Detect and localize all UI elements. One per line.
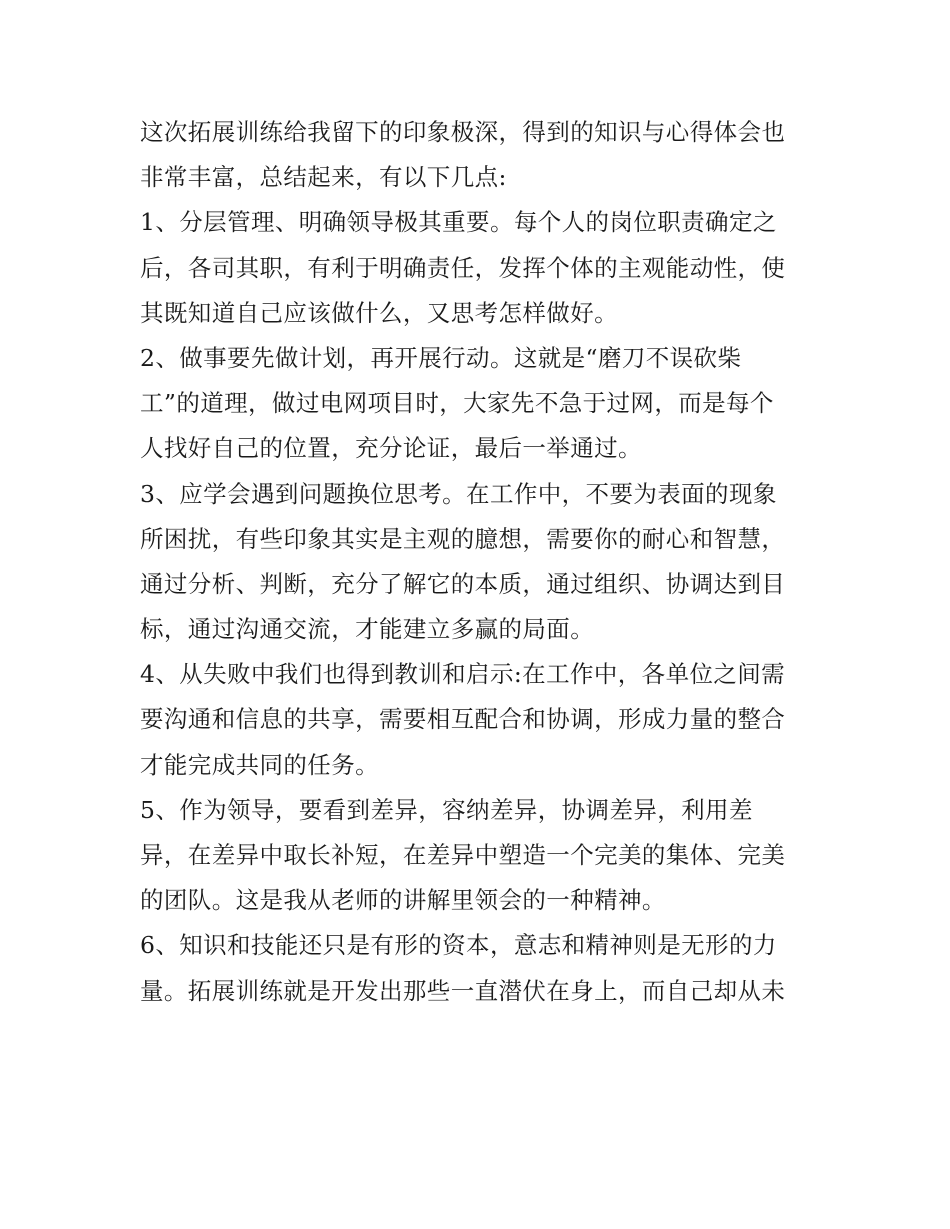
text-line: 5、作为领导，要看到差异，容纳差异，协调差异，利用差 (140, 795, 753, 824)
text-line: 其既知道自己应该做什么，又思考怎样做好。 (140, 298, 618, 327)
text-line: 异，在差异中取长补短，在差异中塑造一个完美的集体、完美 (140, 841, 786, 869)
text-line: 标，通过沟通交流，才能建立多赢的局面。 (140, 615, 595, 644)
text-line: 通过分析、判断，充分了解它的本质，通过组织、协调达到目 (140, 569, 786, 598)
text-line: 人找好自己的位置，充分论证，最后一举通过。 (140, 434, 642, 463)
text-line: 1、分层管理、明确领导极其重要。每个人的岗位职责确定之 (140, 208, 777, 237)
text-line: 6、知识和技能还只是有形的资本，意志和精神则是无形的力 (140, 931, 777, 960)
text-line: 3、应学会遇到问题换位思考。在工作中，不要为表面的现象 (140, 479, 777, 508)
text-line: 所困扰，有些印象其实是主观的臆想，需要你的耐心和智慧， (140, 524, 786, 553)
text-line: 工”的道理，做过电网项目时，大家先不急于过网，而是每个 (140, 389, 774, 418)
document-body (140, 110, 820, 1014)
text-line: 才能完成共同的任务。 (140, 750, 379, 779)
text-line: 要沟通和信息的共享，需要相互配合和协调，形成力量的整合 (140, 705, 786, 734)
text-line: 这次拓展训练给我留下的印象极深，得到的知识与心得体会也 (140, 118, 786, 146)
text-line: 非常丰富，总结起来，有以下几点: (140, 163, 507, 192)
text-line: 量。拓展训练就是开发出那些一直潜伏在身上，而自己却从未 (140, 976, 786, 1005)
text-line: 的团队。这是我从老师的讲解里领会的一种精神。 (140, 886, 666, 915)
text-line: 2、做事要先做计划，再开展行动。这就是“磨刀不误砍柴 (140, 343, 742, 372)
text-line: 后，各司其职，有利于明确责任，发挥个体的主观能动性，使 (140, 253, 786, 282)
text-line: 4、从失败中我们也得到教训和启示:在工作中，各单位之间需 (140, 660, 786, 689)
